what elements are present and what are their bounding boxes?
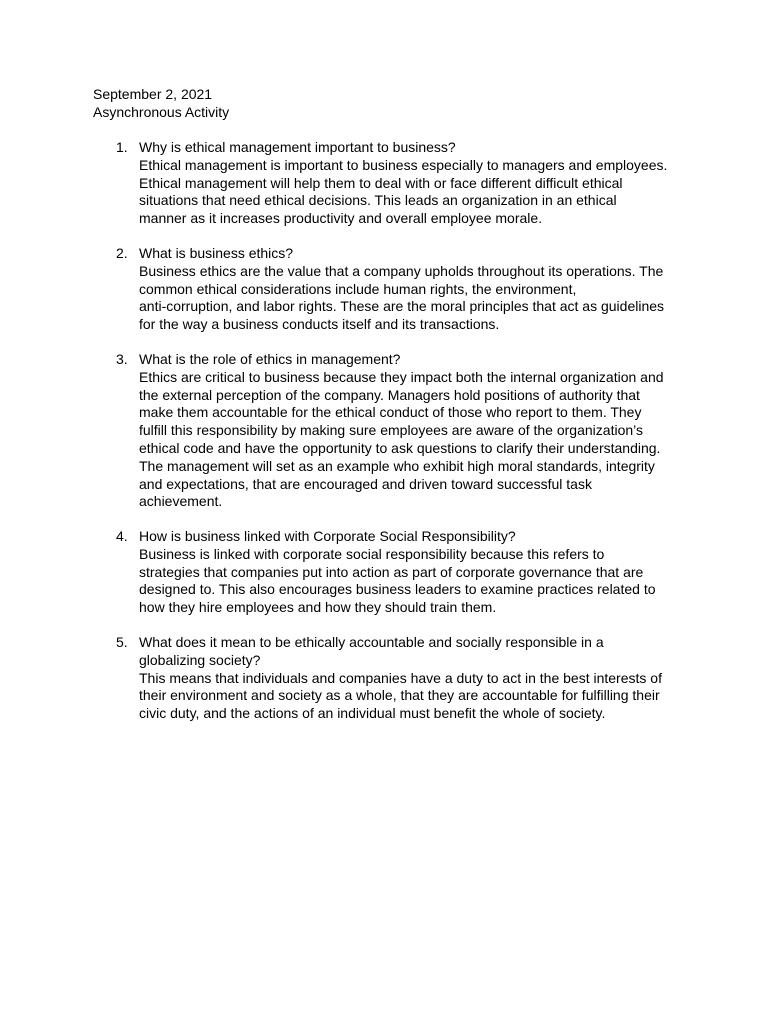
question-text: What does it mean to be ethically accountable and socially responsible in a globalizing society? <box>139 634 604 668</box>
answer-text: Ethics are critical to business because they impact both the internal organization and the external perception of the company. Managers hold positions of authority that make them accountable for the ethical conduct of those who report to them. They fulfill this responsibility by making sure employees are aware of the organization’s ethical code and have the opportunity to ask questions to clarify their understanding. The management will set as an example who exhibit high moral standards, integrity and expectations, that are encouraged and driven toward successful task achievement. <box>139 368 664 510</box>
item-number: 3. <box>116 351 128 367</box>
answer-text: Ethical management is important to business especially to managers and employees. Ethical management will help them to deal with or face different difficult ethical situations that need ethical decisions. This leads an organization in an ethical manner as it increases productivity and overall employee morale. <box>139 156 668 227</box>
item-number: 1. <box>116 139 128 155</box>
answer-text: Business ethics are the value that a company upholds throughout its operations. The common ethical considerations include human rights, the environment, anti-corruption, and labor rights. These are the moral principles that act as guidelines for the way a business conducts itself and its transactions. <box>139 262 665 333</box>
question-text: How is business linked with Corporate Social Responsibility? <box>139 528 516 544</box>
answer-text: This means that individuals and companies have a duty to act in the best interests of their environment and society as a whole, that they are accountable for fulfilling their civic duty, and the actions of an individual must benefit the whole of society. <box>139 669 662 722</box>
item-number: 2. <box>116 245 128 261</box>
item-number: 5. <box>116 634 128 650</box>
question-text: What is the role of ethics in management? <box>139 351 401 367</box>
document-subtitle: Asynchronous Activity <box>93 104 230 120</box>
document-date: September 2, 2021 <box>93 86 213 102</box>
answer-text: Business is linked with corporate social responsibility because this refers to strategies that companies put into action as part of corporate governance that are designed to. This also encourages business leaders to examine practices related to how they hire employees and how they should train them. <box>139 545 656 616</box>
question-text: What is business ethics? <box>139 245 294 261</box>
item-number: 4. <box>116 528 128 544</box>
question-text: Why is ethical management important to business? <box>139 139 456 155</box>
